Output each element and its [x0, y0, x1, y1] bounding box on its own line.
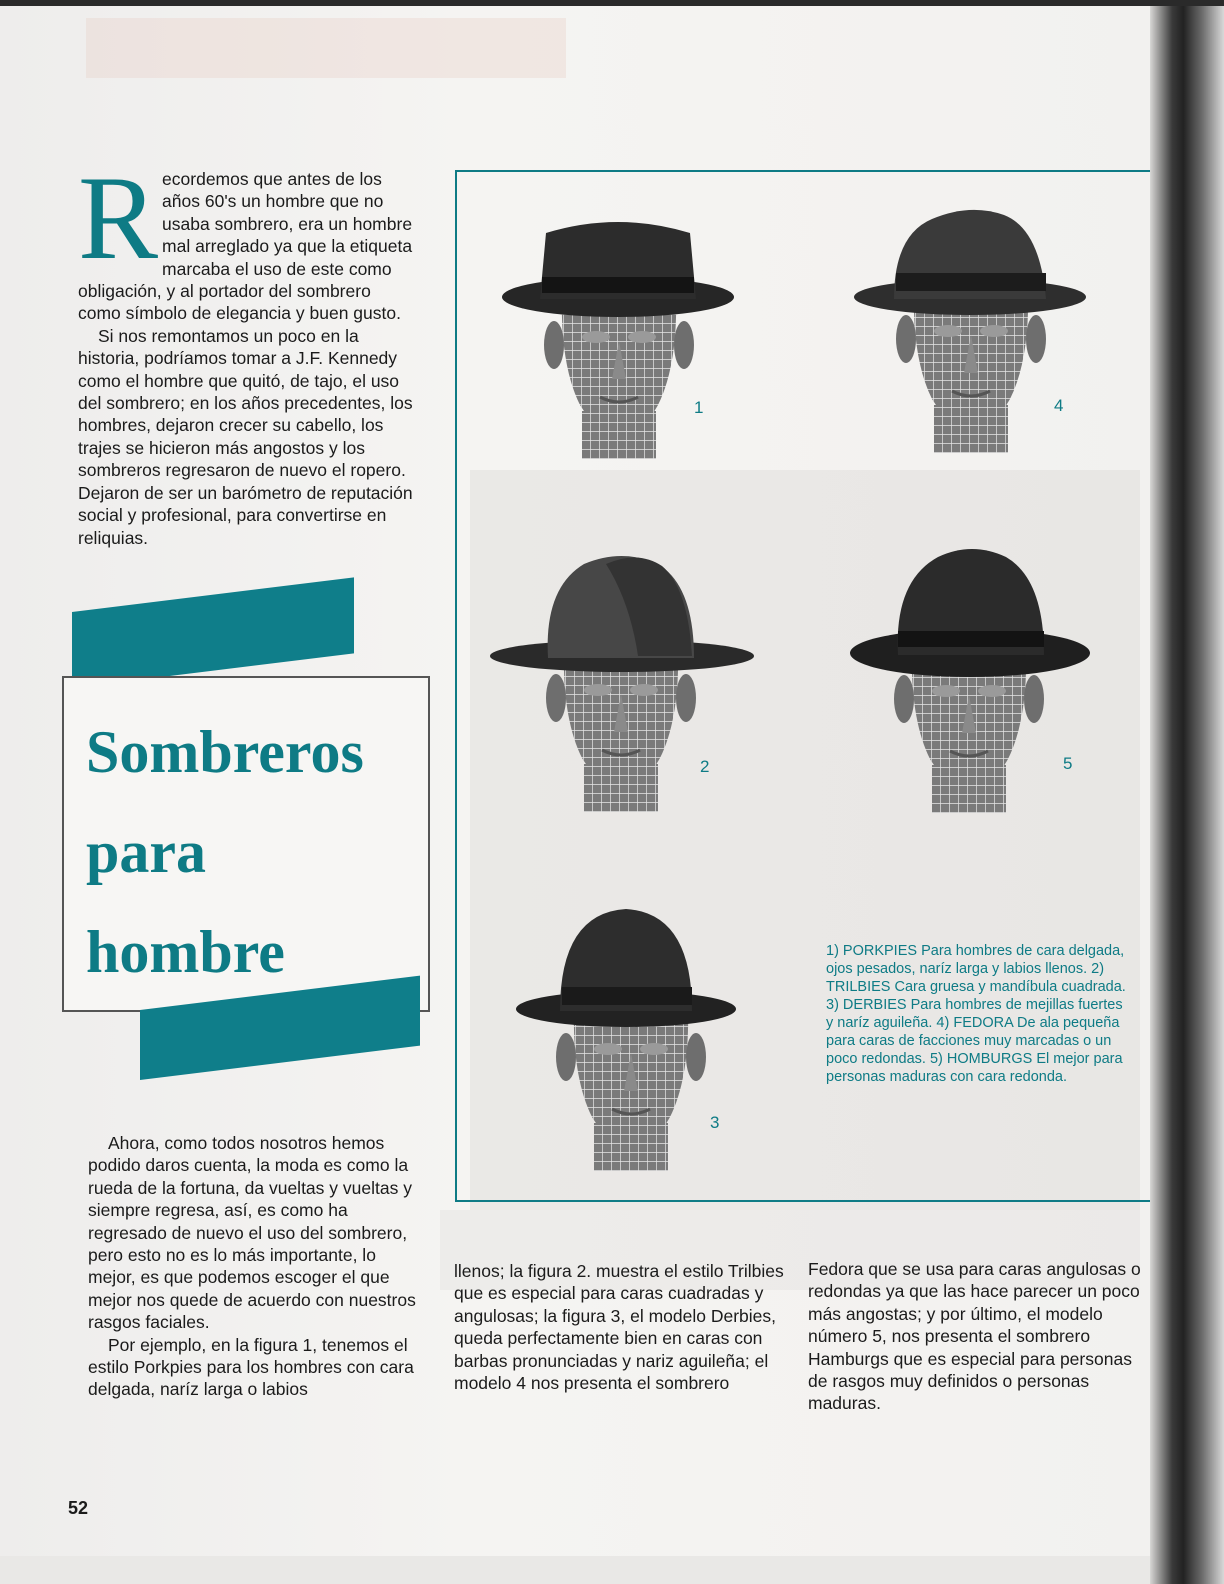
- body-paragraph-3: llenos; la figura 2. muestra el estilo Trilbies que es especial para caras cuadradas y angulosas; la figura 3, el modelo Derbies, queda perfectamente bien en caras con barbas pronunciadas y nariz aguileña; el modelo 4 nos presenta el sombrero: [454, 1261, 784, 1394]
- figure-5-number: 5: [1063, 754, 1073, 773]
- teal-accent-top: [72, 577, 354, 688]
- body-paragraph-2: Por ejemplo, en la figura 1, tenemos el estilo Porkpies para los hombres con cara delgada, naríz larga o labios: [88, 1334, 414, 1400]
- article-title: [86, 702, 426, 1002]
- figure-1-porkpie: [500, 215, 740, 465]
- figure-5-homburg: [848, 545, 1094, 813]
- title-line-2: para: [86, 819, 206, 885]
- show-through-band: [86, 18, 566, 78]
- title-box: [62, 676, 430, 1012]
- scan-edge: [0, 0, 1224, 6]
- figure-2-trilby: [488, 552, 758, 816]
- history-paragraph: Si nos remontamos un poco en la historia, podríamos tomar a J.F. Kennedy como el hombre que quitó, de tajo, el uso del sombrero; en los años precedentes, los hombres, dejaron crecer su cabello, los trajes se hicieron más angostos y los sombreros regresaron de nuevo el ropero. Dejaron de ser un barómetro de reputación social y profesional, para convertirse en reliquias.: [78, 325, 413, 548]
- figure-3-number: 3: [710, 1113, 720, 1132]
- figure-caption: 1) PORKPIES Para hombres de cara delgada, ojos pesados, naríz larga y labios llenos. 2) TRILBIES Cara gruesa y mandíbula cuadrada. 3) DERBIES Para hombres de mejillas fuertes y naríz aguileña. 4) FEDORA De ala pequeña para caras de facciones muy marcadas o un poco redondas. 5) HOMBURGS El mejor para personas maduras con cara redonda.: [826, 943, 1126, 1085]
- body-paragraph-1: Ahora, como todos nosotros hemos podido daros cuenta, la moda es como la rueda de la fortuna, da vueltas y vueltas y siempre regresa, así, es como ha regresado de nuevo el uso del sombrero, pero esto no es lo más importante, lo mejor, es que podemos escoger el que mejor nos quede de acuerdo con nuestros rasgos faciales.: [88, 1133, 416, 1333]
- intro-paragraph: ecordemos que antes de los años 60's un hombre que no usaba sombrero, era un hombre mal arreglado ya que la etiqueta marcaba el uso de este como obligación, y al portador del sombrero como símbolo de elegancia y buen gusto.: [78, 169, 413, 324]
- body-column-1: [88, 1132, 426, 1401]
- figure-4-number: 4: [1054, 396, 1064, 415]
- body-column-3: [808, 1258, 1148, 1415]
- intro-column: [78, 151, 416, 549]
- page-number: 52: [68, 1498, 89, 1518]
- figure-1-number: 1: [694, 398, 704, 417]
- body-paragraph-4: Fedora que se usa para caras angulosas o redondas ya que las hace parecer un poco más angostas; y por último, el modelo número 5, nos presenta el sombrero Hamburgs que es especial para personas de rasgos muy definidos o personas maduras.: [808, 1259, 1141, 1414]
- title-line-3: hombre: [86, 919, 285, 985]
- body-column-2: [454, 1260, 790, 1394]
- figure-4-fedora: [852, 205, 1092, 455]
- binding-gutter: [1150, 0, 1224, 1584]
- title-line-1: Sombreros: [86, 719, 364, 785]
- figure-2-number: 2: [700, 757, 710, 776]
- drop-cap: R: [78, 151, 159, 284]
